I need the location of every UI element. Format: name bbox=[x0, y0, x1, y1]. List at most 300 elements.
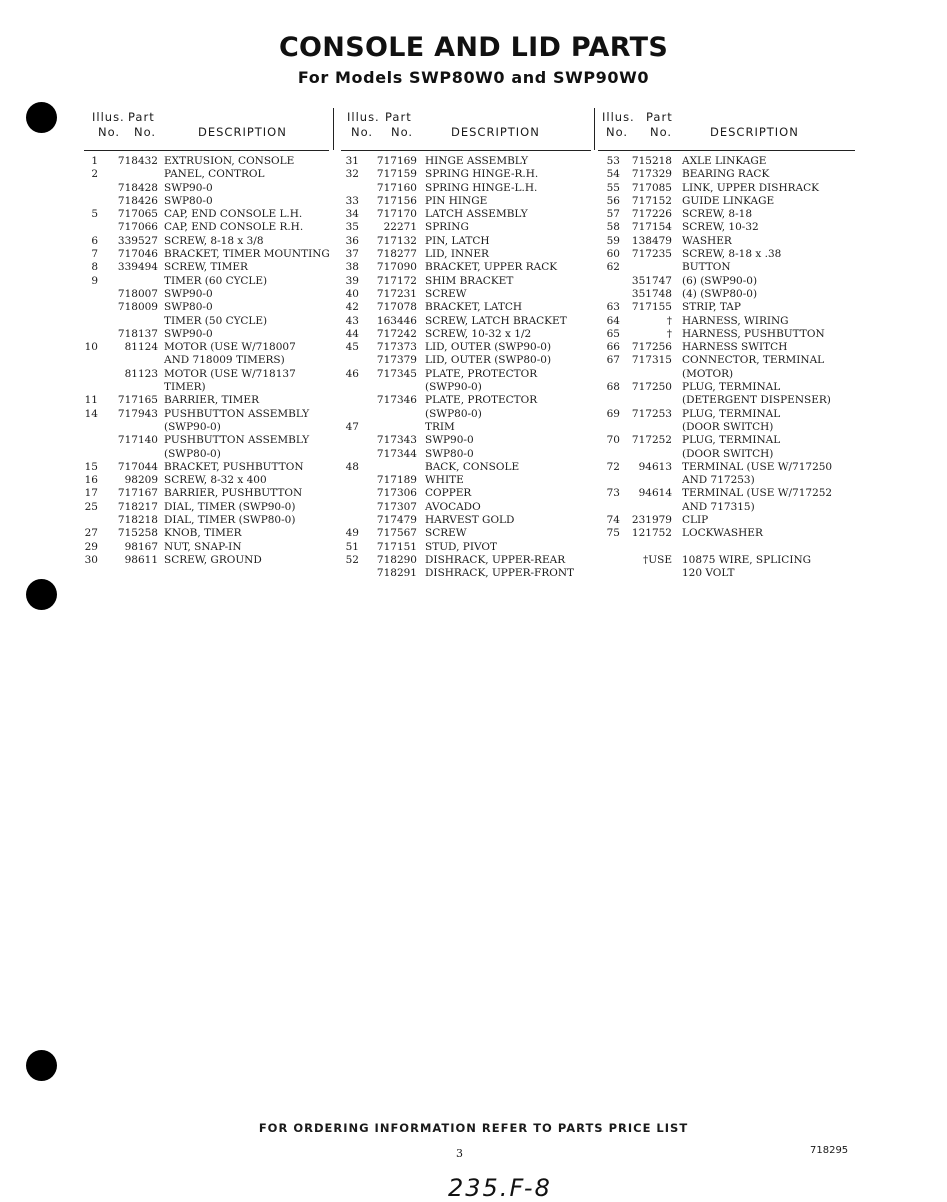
part-description: STUD, PIVOT bbox=[425, 540, 497, 553]
part-description: (SWP80-0) bbox=[425, 407, 482, 420]
part-description: BUTTON bbox=[682, 261, 731, 274]
parts-row bbox=[84, 421, 329, 434]
parts-row bbox=[341, 514, 591, 527]
illus-number: 66 bbox=[606, 341, 620, 354]
parts-row bbox=[84, 527, 329, 540]
part-description: SPRING bbox=[425, 221, 469, 234]
parts-row bbox=[598, 155, 855, 168]
part-description: SWP80-0 bbox=[164, 301, 213, 314]
part-description: (SWP90-0) bbox=[164, 420, 221, 433]
header-description: DESCRIPTION bbox=[198, 125, 287, 139]
illus-number: 73 bbox=[606, 487, 620, 500]
illus-number: 11 bbox=[84, 394, 98, 407]
part-description: BRACKET, PUSHBUTTON bbox=[164, 460, 304, 473]
part-description: HARNESS, PUSHBUTTON bbox=[682, 327, 825, 340]
part-number: 717169 bbox=[376, 155, 417, 167]
part-description: MOTOR (USE W/718007 bbox=[164, 341, 296, 354]
parts-row bbox=[84, 461, 329, 474]
column-header bbox=[598, 108, 855, 151]
parts-row bbox=[84, 301, 329, 314]
header-illus-no: No. bbox=[98, 125, 121, 139]
part-description: SCREW, TIMER bbox=[164, 261, 248, 274]
ordering-note: FOR ORDERING INFORMATION REFER TO PARTS PRICE LIST bbox=[258, 1121, 689, 1135]
part-description: SWP80-0 bbox=[164, 194, 213, 207]
parts-row bbox=[598, 168, 855, 181]
part-number: 717156 bbox=[376, 194, 417, 207]
illus-number: 35 bbox=[345, 221, 359, 234]
column-divider bbox=[333, 108, 334, 150]
part-number: 717167 bbox=[117, 487, 158, 500]
header-part: Part bbox=[385, 110, 412, 124]
part-description: PIN HINGE bbox=[425, 194, 488, 207]
parts-row bbox=[598, 527, 855, 540]
parts-row bbox=[598, 354, 855, 367]
parts-row bbox=[341, 168, 591, 181]
part-number: 717567 bbox=[376, 527, 417, 540]
part-number: 715258 bbox=[117, 527, 158, 540]
part-number: 717307 bbox=[376, 500, 417, 513]
part-description: SCREW bbox=[425, 287, 467, 300]
part-number: 717155 bbox=[631, 301, 672, 314]
illus-number: 5 bbox=[91, 208, 98, 221]
header-part-no: No. bbox=[134, 125, 157, 139]
part-number: 81124 bbox=[124, 341, 158, 354]
parts-row bbox=[598, 208, 855, 221]
illus-number: 48 bbox=[345, 460, 359, 473]
parts-row bbox=[84, 554, 329, 567]
illus-number: 7 bbox=[91, 248, 98, 261]
illus-number: 75 bbox=[606, 527, 620, 540]
illus-number: 55 bbox=[606, 181, 620, 194]
parts-row bbox=[341, 275, 591, 288]
part-description: SCREW, 8-18 bbox=[682, 208, 753, 221]
illus-number: 65 bbox=[606, 327, 620, 340]
parts-row bbox=[84, 474, 329, 487]
parts-row bbox=[598, 275, 855, 288]
part-number: 717256 bbox=[631, 341, 672, 354]
illus-number: 68 bbox=[606, 381, 620, 394]
part-description: BRACKET, LATCH bbox=[425, 301, 523, 314]
part-description: LID, OUTER (SWP90-0) bbox=[425, 341, 552, 354]
parts-row bbox=[598, 434, 855, 447]
parts-row bbox=[598, 421, 855, 434]
illus-number: 56 bbox=[606, 194, 620, 207]
part-number: 717065 bbox=[117, 208, 158, 221]
part-description: PIN, LATCH bbox=[425, 234, 490, 247]
parts-row bbox=[84, 394, 329, 407]
parts-row bbox=[598, 235, 855, 248]
illus-number: 60 bbox=[606, 248, 620, 261]
part-number: 717090 bbox=[376, 261, 417, 274]
part-description: BARRIER, PUSHBUTTON bbox=[164, 487, 303, 500]
parts-row bbox=[84, 155, 329, 168]
illus-number: 33 bbox=[345, 194, 359, 207]
part-description: CAP, END CONSOLE R.H. bbox=[164, 221, 304, 234]
illus-number: 42 bbox=[345, 301, 359, 314]
parts-row bbox=[84, 541, 329, 554]
part-description: TIMER (50 CYCLE) bbox=[164, 314, 268, 327]
part-number: 718428 bbox=[117, 181, 158, 194]
illus-number: 47 bbox=[345, 420, 359, 433]
illus-number: 29 bbox=[84, 540, 98, 553]
part-description: SWP90-0 bbox=[425, 434, 474, 447]
part-description: BACK, CONSOLE bbox=[425, 460, 520, 473]
part-description: HINGE ASSEMBLY bbox=[425, 155, 529, 167]
part-number: 717172 bbox=[376, 274, 417, 287]
parts-row bbox=[598, 567, 855, 580]
illus-number: 1 bbox=[91, 155, 98, 167]
part-description: 10875 WIRE, SPLICING bbox=[682, 553, 812, 566]
parts-row bbox=[341, 195, 591, 208]
part-description: HARNESS, WIRING bbox=[682, 314, 789, 327]
parts-row bbox=[84, 501, 329, 514]
part-description: NUT, SNAP-IN bbox=[164, 540, 242, 553]
illus-number: 34 bbox=[345, 208, 359, 221]
parts-row bbox=[84, 261, 329, 274]
page-number: 3 bbox=[456, 1147, 463, 1160]
part-number: 717046 bbox=[117, 248, 158, 261]
part-description: (4) (SWP80-0) bbox=[682, 287, 758, 300]
part-description: SCREW, 8-18 x .38 bbox=[682, 248, 782, 261]
part-description: PLATE, PROTECTOR bbox=[425, 394, 538, 407]
part-description: EXTRUSION, CONSOLE bbox=[164, 155, 295, 167]
page-subtitle: For Models SWP80W0 and SWP90W0 bbox=[297, 68, 650, 87]
part-description: KNOB, TIMER bbox=[164, 527, 242, 540]
part-description: LID, INNER bbox=[425, 248, 489, 261]
illus-number: 45 bbox=[345, 341, 359, 354]
illus-number: 37 bbox=[345, 248, 359, 261]
parts-row bbox=[341, 328, 591, 341]
part-number: † bbox=[666, 314, 672, 327]
part-description: 120 VOLT bbox=[682, 567, 735, 580]
part-description: PUSHBUTTON ASSEMBLY bbox=[164, 407, 310, 420]
illus-number: 16 bbox=[84, 474, 98, 487]
part-number: 715218 bbox=[631, 155, 672, 167]
parts-row bbox=[84, 448, 329, 461]
parts-row bbox=[341, 261, 591, 274]
part-number: 717231 bbox=[376, 287, 417, 300]
illus-number: 8 bbox=[91, 261, 98, 274]
part-number: †USE bbox=[643, 553, 672, 566]
illus-number: 51 bbox=[345, 540, 359, 553]
part-number: 81123 bbox=[124, 367, 158, 380]
part-description: SCREW, 8-32 x 400 bbox=[164, 474, 267, 487]
parts-row bbox=[341, 354, 591, 367]
illus-number: 64 bbox=[606, 314, 620, 327]
part-description: DISHRACK, UPPER-FRONT bbox=[425, 567, 575, 580]
illus-number: 62 bbox=[606, 261, 620, 274]
parts-row bbox=[598, 315, 855, 328]
part-number: 351747 bbox=[631, 274, 672, 287]
part-number: 717044 bbox=[117, 460, 158, 473]
part-description: SWP90-0 bbox=[164, 287, 213, 300]
part-description: LOCKWASHER bbox=[682, 527, 763, 540]
part-number: 717329 bbox=[631, 168, 672, 181]
part-description: (SWP90-0) bbox=[425, 381, 482, 394]
part-description: SCREW bbox=[425, 527, 467, 540]
part-description: TIMER) bbox=[164, 381, 206, 394]
parts-row bbox=[598, 328, 855, 341]
part-description: SCREW, 8-18 x 3/8 bbox=[164, 234, 264, 247]
part-description: AND 717253) bbox=[682, 474, 755, 487]
part-description: BARRIER, TIMER bbox=[164, 394, 259, 407]
parts-row bbox=[84, 328, 329, 341]
part-description: SPRING HINGE-R.H. bbox=[425, 168, 539, 181]
part-description: TIMER (60 CYCLE) bbox=[164, 274, 268, 287]
illus-number: 25 bbox=[84, 500, 98, 513]
illus-number: 72 bbox=[606, 460, 620, 473]
part-description: STRIP, TAP bbox=[682, 301, 741, 314]
parts-row bbox=[598, 368, 855, 381]
part-number: 94614 bbox=[638, 487, 672, 500]
header-description: DESCRIPTION bbox=[451, 125, 540, 139]
part-description: TERMINAL (USE W/717252 bbox=[682, 487, 833, 500]
part-description: AND 717315) bbox=[682, 500, 755, 513]
part-description: AXLE LINKAGE bbox=[682, 155, 767, 167]
part-description: HARNESS SWITCH bbox=[682, 341, 788, 354]
parts-list bbox=[84, 155, 329, 567]
part-description: GUIDE LINKAGE bbox=[682, 194, 775, 207]
illus-number: 63 bbox=[606, 301, 620, 314]
part-description: LINK, UPPER DISHRACK bbox=[682, 181, 819, 194]
header-illus-no: No. bbox=[606, 125, 629, 139]
parts-row bbox=[598, 221, 855, 234]
parts-row bbox=[598, 408, 855, 421]
part-number: 717189 bbox=[376, 474, 417, 487]
illus-number: 59 bbox=[606, 234, 620, 247]
part-number: 98167 bbox=[124, 540, 158, 553]
parts-row bbox=[598, 541, 855, 554]
illus-number: 57 bbox=[606, 208, 620, 221]
part-description: DIAL, TIMER (SWP90-0) bbox=[164, 500, 296, 513]
illus-number: 38 bbox=[345, 261, 359, 274]
parts-row bbox=[84, 195, 329, 208]
parts-row bbox=[598, 501, 855, 514]
part-number: 718137 bbox=[117, 327, 158, 340]
illus-number: 17 bbox=[84, 487, 98, 500]
binder-hole-2 bbox=[26, 579, 57, 610]
part-description: BEARING RACK bbox=[682, 168, 770, 181]
parts-row bbox=[84, 487, 329, 500]
illus-number: 2 bbox=[91, 168, 98, 181]
parts-column-1 bbox=[84, 108, 330, 566]
part-number: 94613 bbox=[638, 460, 672, 473]
parts-row bbox=[84, 168, 329, 181]
illus-number: 70 bbox=[606, 434, 620, 447]
part-description: LID, OUTER (SWP80-0) bbox=[425, 354, 552, 367]
part-number: 717479 bbox=[376, 514, 417, 527]
part-number: 717159 bbox=[376, 168, 417, 181]
part-number: 717170 bbox=[376, 208, 417, 221]
parts-row bbox=[84, 182, 329, 195]
part-description: SCREW, 10-32 x 1/2 bbox=[425, 327, 532, 340]
part-description: DISHRACK, UPPER-REAR bbox=[425, 553, 566, 566]
parts-list bbox=[341, 155, 591, 581]
part-description: PLUG, TERMINAL bbox=[682, 434, 781, 447]
part-number: 718277 bbox=[376, 248, 417, 261]
part-description: LATCH ASSEMBLY bbox=[425, 208, 528, 221]
part-description: SHIM BRACKET bbox=[425, 274, 514, 287]
column-divider bbox=[594, 108, 595, 150]
parts-row bbox=[84, 408, 329, 421]
parts-row bbox=[598, 248, 855, 261]
part-description: SCREW, 10-32 bbox=[682, 221, 759, 234]
part-description: SWP90-0 bbox=[164, 327, 213, 340]
part-description: TERMINAL (USE W/717250 bbox=[682, 460, 833, 473]
illus-number: 39 bbox=[345, 274, 359, 287]
part-number: 717154 bbox=[631, 221, 672, 234]
part-number: 138479 bbox=[631, 234, 672, 247]
parts-row bbox=[84, 341, 329, 354]
column-header bbox=[341, 108, 591, 151]
header-part: Part bbox=[128, 110, 155, 124]
part-description: MOTOR (USE W/718137 bbox=[164, 367, 296, 380]
illus-number: 69 bbox=[606, 407, 620, 420]
illus-number: 54 bbox=[606, 168, 620, 181]
part-number: 717160 bbox=[376, 181, 417, 194]
part-number: 717315 bbox=[631, 354, 672, 367]
part-number: 717250 bbox=[631, 381, 672, 394]
part-number: 717373 bbox=[376, 341, 417, 354]
parts-row bbox=[341, 208, 591, 221]
document-number: 718295 bbox=[810, 1145, 849, 1156]
parts-row bbox=[341, 474, 591, 487]
part-number: 339494 bbox=[117, 261, 158, 274]
part-description: PLUG, TERMINAL bbox=[682, 381, 781, 394]
part-number: 718432 bbox=[117, 155, 158, 167]
part-number: 717379 bbox=[376, 354, 417, 367]
header-description: DESCRIPTION bbox=[710, 125, 799, 139]
illus-number: 9 bbox=[91, 274, 98, 287]
part-description: (DOOR SWITCH) bbox=[682, 447, 774, 460]
parts-row bbox=[84, 354, 329, 367]
part-description: AND 718009 TIMERS) bbox=[164, 354, 285, 367]
parts-row bbox=[341, 248, 591, 261]
parts-row bbox=[341, 434, 591, 447]
handwritten-note: 235.F-8 bbox=[448, 1174, 552, 1202]
parts-row bbox=[341, 461, 591, 474]
part-description: BRACKET, TIMER MOUNTING bbox=[164, 248, 330, 261]
parts-row bbox=[341, 155, 591, 168]
parts-row bbox=[598, 182, 855, 195]
part-description: DIAL, TIMER (SWP80-0) bbox=[164, 514, 296, 527]
illus-number: 74 bbox=[606, 514, 620, 527]
part-number: 717346 bbox=[376, 394, 417, 407]
part-number: 717235 bbox=[631, 248, 672, 261]
parts-column-3 bbox=[598, 108, 855, 580]
illus-number: 36 bbox=[345, 234, 359, 247]
illus-number: 44 bbox=[345, 327, 359, 340]
part-description: PANEL, CONTROL bbox=[164, 168, 265, 181]
parts-row bbox=[598, 301, 855, 314]
header-illus: Illus. bbox=[92, 110, 125, 124]
parts-row bbox=[341, 288, 591, 301]
header-illus-no: No. bbox=[351, 125, 374, 139]
parts-row bbox=[84, 275, 329, 288]
parts-row bbox=[598, 195, 855, 208]
part-number: 717344 bbox=[376, 447, 417, 460]
parts-row bbox=[598, 487, 855, 500]
part-description: (DETERGENT DISPENSER) bbox=[682, 394, 831, 407]
part-number: 121752 bbox=[631, 527, 672, 540]
parts-row bbox=[598, 514, 855, 527]
part-number: 231979 bbox=[631, 514, 672, 527]
illus-number: 46 bbox=[345, 367, 359, 380]
header-illus: Illus. bbox=[347, 110, 380, 124]
part-number: 163446 bbox=[376, 314, 417, 327]
parts-row bbox=[598, 381, 855, 394]
part-number: 717152 bbox=[631, 194, 672, 207]
part-number: 717132 bbox=[376, 234, 417, 247]
page-title: CONSOLE AND LID PARTS bbox=[278, 32, 669, 63]
part-description: PLUG, TERMINAL bbox=[682, 407, 781, 420]
part-number: 718007 bbox=[117, 287, 158, 300]
part-number: 717343 bbox=[376, 434, 417, 447]
part-description: (MOTOR) bbox=[682, 367, 734, 380]
part-description: SPRING HINGE-L.H. bbox=[425, 181, 538, 194]
part-number: 718218 bbox=[117, 514, 158, 527]
parts-row bbox=[341, 235, 591, 248]
header-illus: Illus. bbox=[602, 110, 635, 124]
part-number: 718217 bbox=[117, 500, 158, 513]
part-description: BRACKET, UPPER RACK bbox=[425, 261, 558, 274]
part-description: CAP, END CONSOLE L.H. bbox=[164, 208, 303, 221]
part-number: 351748 bbox=[631, 287, 672, 300]
parts-row bbox=[341, 182, 591, 195]
parts-row bbox=[84, 288, 329, 301]
parts-row bbox=[341, 394, 591, 407]
parts-row bbox=[84, 434, 329, 447]
part-description: SWP90-0 bbox=[164, 181, 213, 194]
parts-row bbox=[341, 315, 591, 328]
part-number: 717226 bbox=[631, 208, 672, 221]
part-description: WASHER bbox=[682, 234, 732, 247]
part-description: TRIM bbox=[425, 420, 455, 433]
part-number: 718290 bbox=[376, 553, 417, 566]
part-number: 717253 bbox=[631, 407, 672, 420]
illus-number: 43 bbox=[345, 314, 359, 327]
parts-row bbox=[84, 381, 329, 394]
part-number: 717078 bbox=[376, 301, 417, 314]
illus-number: 32 bbox=[345, 168, 359, 181]
parts-row bbox=[84, 315, 329, 328]
parts-row bbox=[84, 221, 329, 234]
parts-row bbox=[341, 368, 591, 381]
parts-row bbox=[598, 261, 855, 274]
part-number: 717085 bbox=[631, 181, 672, 194]
parts-row bbox=[341, 448, 591, 461]
illus-number: 58 bbox=[606, 221, 620, 234]
parts-row bbox=[341, 301, 591, 314]
part-description: SWP80-0 bbox=[425, 447, 474, 460]
binder-hole-1 bbox=[26, 102, 57, 133]
part-number: 718291 bbox=[376, 567, 417, 580]
part-number: 22271 bbox=[383, 221, 417, 234]
header-part: Part bbox=[646, 110, 673, 124]
parts-row bbox=[598, 461, 855, 474]
part-description: COPPER bbox=[425, 487, 472, 500]
parts-row bbox=[341, 487, 591, 500]
part-number: 718009 bbox=[117, 301, 158, 314]
parts-row bbox=[598, 448, 855, 461]
part-description: (DOOR SWITCH) bbox=[682, 420, 774, 433]
parts-row bbox=[598, 288, 855, 301]
part-number: 98611 bbox=[124, 553, 158, 566]
part-description: CONNECTOR, TERMINAL bbox=[682, 354, 825, 367]
parts-row bbox=[341, 381, 591, 394]
part-number: 717306 bbox=[376, 487, 417, 500]
part-description: AVOCADO bbox=[425, 500, 481, 513]
